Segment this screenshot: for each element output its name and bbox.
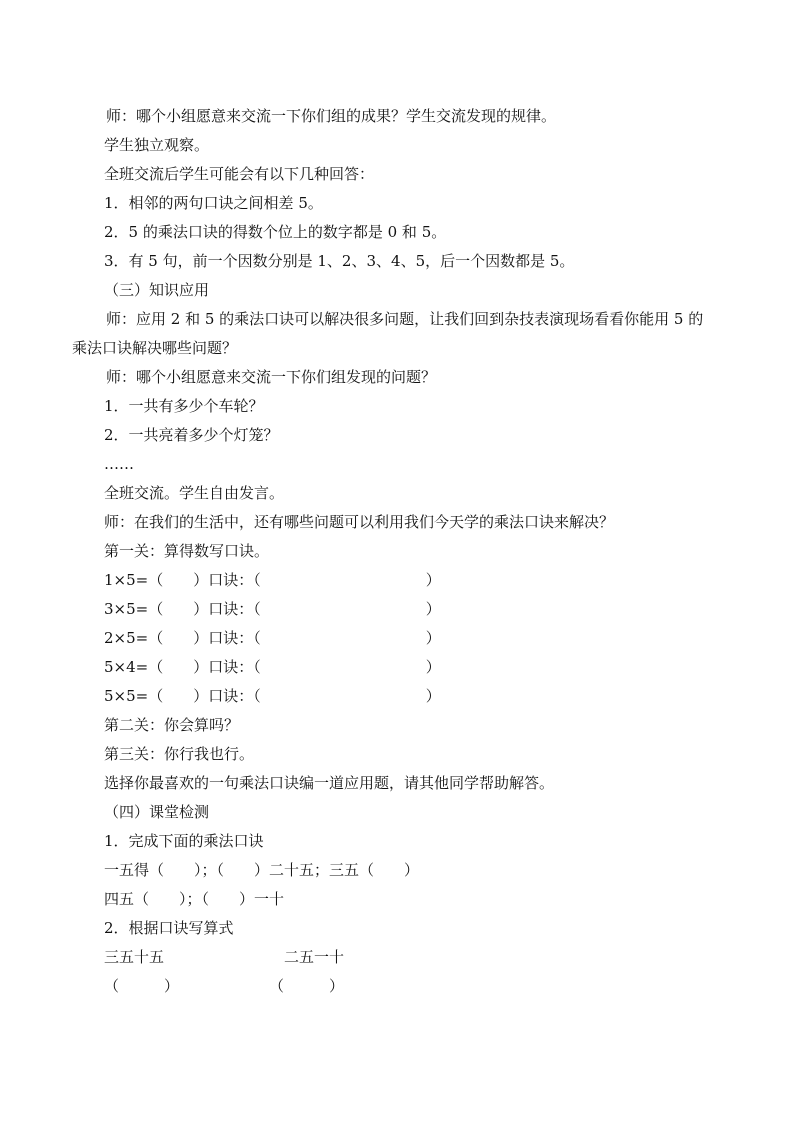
exercise-line: 5×4=（ ）口诀：（ ） [104,658,441,676]
exercise-line: 四五（ ）；（ ）一十 [104,890,285,908]
text-line: 师：在我们的生活中，还有哪些问题可以利用我们今天学的乘法口诀来解决？ [104,513,615,531]
text-line: 第三关：你行我也行。 [104,745,255,763]
text-line: 2．5 的乘法口诀的得数个位上的数字都是 0 和 5。 [104,223,447,241]
exercise-line: 1×5=（ ）口诀：（ ） [104,571,441,589]
text-line: …… [104,455,134,473]
text-line: 第二关：你会算吗？ [104,716,240,734]
exercise-line: 3×5=（ ）口诀：（ ） [104,600,441,618]
exercise-line: 5×5=（ ）口诀：（ ） [104,687,441,705]
text-line: 师：哪个小组愿意来交流一下你们组的成果？学生交流发现的规律。 [106,107,557,125]
text-line: 第一关：算得数写口诀。 [104,542,270,560]
section-heading: （三）知识应用 [104,281,210,299]
text-line: 1．完成下面的乘法口诀 [104,832,264,850]
exercise-line: 一五得（ ）；（ ）二十五；三五（ ） [104,861,420,879]
text-line: 师：哪个小组愿意来交流一下你们组发现的问题？ [106,368,437,386]
exercise-line: 2×5=（ ）口诀：（ ） [104,629,441,647]
section-heading: （四）课堂检测 [104,803,210,821]
text-line: 2．一共亮着多少个灯笼？ [104,426,279,444]
exercise-line: 三五十五 二五一十 [104,948,345,966]
text-line: 1．一共有多少个车轮？ [104,397,264,415]
text-line: 选择你最喜欢的一句乘法口诀编一道应用题，请其他同学帮助解答。 [104,774,555,792]
text-line: 学生独立观察。 [104,136,210,154]
text-line: 师：应用 2 和 5 的乘法口诀可以解决很多问题，让我们回到杂技表演现场看看你能用 5 的 [106,310,704,328]
text-line: 全班交流。学生自由发言。 [104,484,285,502]
text-line: 1．相邻的两句口诀之间相差 5。 [104,194,323,212]
text-line: 3．有 5 句，前一个因数分别是 1、2、3、4、5，后一个因数都是 5。 [104,252,575,270]
text-line: 2．根据口诀写算式 [104,919,234,937]
text-line: 全班交流后学生可能会有以下几种回答： [104,165,375,183]
exercise-line: （ ） （ ） [104,977,345,995]
text-line: 乘法口诀解决哪些问题？ [72,339,238,357]
